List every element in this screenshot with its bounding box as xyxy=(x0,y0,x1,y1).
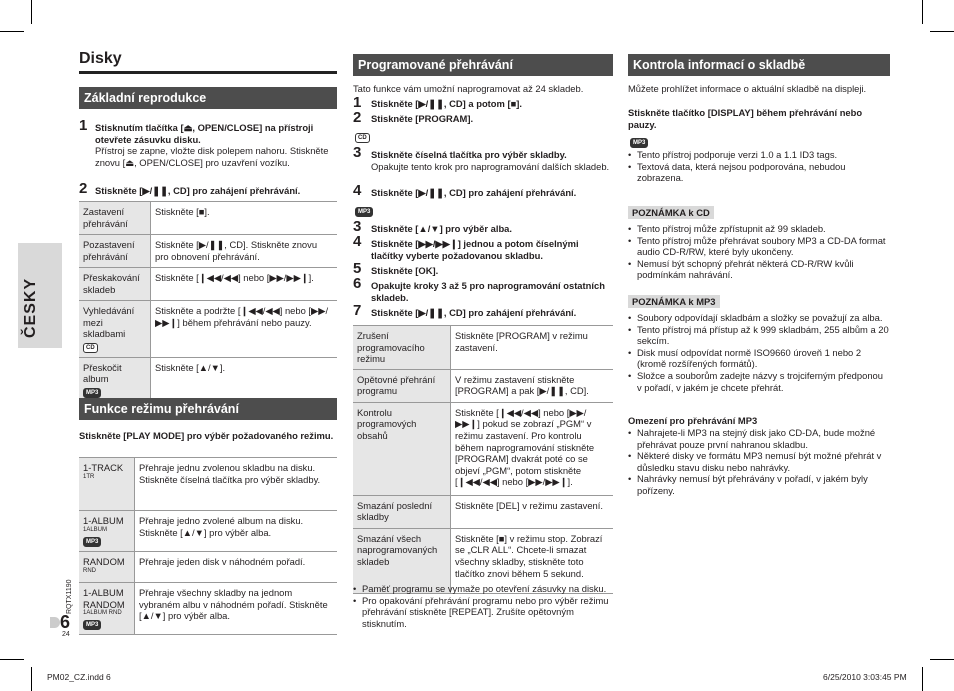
page-title: Disky xyxy=(79,50,122,67)
mp3-info-list xyxy=(628,149,890,184)
step-number: 7 xyxy=(353,302,362,319)
mode-intro: Stiskněte [PLAY MODE] pro výběr požadovaného režimu. xyxy=(79,430,334,441)
program-notes xyxy=(353,583,613,629)
program-step: Stiskněte [PROGRAM]. xyxy=(371,113,474,124)
step-number: 3 xyxy=(353,218,362,235)
section-heading-text: Základní reprodukce xyxy=(84,91,207,105)
list-item: • Disk musí odpovídat normě ISO9660 úroveň 1 nebo 2 (kromě rozšířených formátů). xyxy=(628,347,890,370)
list-item: • Tento přístroj může přehrávat soubory MP3 a CD-DA format audio CD-R/RW, které byly ukončeny. xyxy=(628,235,890,258)
row-text: Stiskněte [▲/▼]. xyxy=(151,357,338,402)
track-info-instruction: Stiskněte tlačítko [DISPLAY] během přehrávání nebo pauzy. xyxy=(628,107,863,130)
table-row xyxy=(79,458,337,511)
row-text: Stiskněte a podržte [❙◀◀/◀◀] nebo [▶▶/▶▶❙] během přehrávání nebo pauzy. xyxy=(151,301,338,358)
track-info-intro: Můžete prohlížet informace o aktuální skladbě na displeji. xyxy=(628,83,867,94)
table-row xyxy=(353,402,613,495)
list-item: • Paměť programu se vymaže po otevření zásuvky na disku. xyxy=(353,583,613,595)
row-label: Zrušení programovacího režimu xyxy=(353,326,451,370)
table-row xyxy=(79,202,337,235)
list-item: • Tento přístroj má přístup až k 999 skladbám, 255 albům a 20 sekcím. xyxy=(628,324,890,347)
row-label-text: RANDOM xyxy=(83,556,125,567)
row-label-text: 1-ALBUM RANDOM xyxy=(83,587,125,610)
row-label xyxy=(79,301,151,358)
row-label-text: 1-ALBUM xyxy=(83,515,124,526)
program-step: Stiskněte [▶/❚❚, CD] pro zahájení přehrávání. xyxy=(371,187,577,198)
row-label: Smazání všech naprogramovaných skladeb xyxy=(353,528,451,593)
row-label xyxy=(79,458,135,511)
row-label-text: Přeskočit album xyxy=(83,361,122,385)
list-item: • Tento přístroj podporuje verzi 1.0 a 1.1 ID3 tags. xyxy=(628,149,890,161)
list-item: • Textová data, která nejsou podporována, nebudou zobrazena. xyxy=(628,161,890,184)
row-text: Stiskněte [❙◀◀/◀◀] nebo [▶▶/▶▶❙] pokud se zobrazí „PGM“ v režimu zastavení. Pro kontrolu během naprogramování stiskněte [PROGRAM] dvakrát poté co se objeví „PGM“, potom stiskněte [❙◀◀/◀◀] nebo [▶▶/▶▶❙]. xyxy=(451,402,614,495)
step-number: 3 xyxy=(353,144,362,161)
note-cd-label: POZNÁMKA k CD xyxy=(628,206,714,219)
row-label: Smazání poslední skladby xyxy=(353,495,451,528)
program-step: Stiskněte [▶/❚❚, CD] pro zahájení přehrávání. xyxy=(371,307,577,318)
step-number: 1 xyxy=(353,94,362,111)
list-item: • Nemusí být schopný přehrát některá CD-R/RW kvůli podmínkám nahrávání. xyxy=(628,258,890,281)
table-row xyxy=(353,495,613,528)
section-heading-text: Funkce režimu přehrávání xyxy=(84,402,239,416)
restrict-heading: Omezení pro přehrávání MP3 xyxy=(628,415,758,426)
crop-mark xyxy=(922,0,923,24)
table-row xyxy=(79,552,337,583)
section-heading-text: Programované přehrávání xyxy=(358,58,513,72)
table-row xyxy=(353,369,613,402)
program-step: Stiskněte [▶▶/▶▶❙] jednou a potom číselnými tlačítky vyberte požadovanou skladbu. xyxy=(371,238,579,261)
footer-date: 6/25/2010 3:03:45 PM xyxy=(823,672,907,682)
table-row xyxy=(79,357,337,402)
list-item: • Pro opakování přehrávání programu nebo pro výběr režimu přehrávání stiskněte [REPEAT]. Zrušíte opětovným stisknutím. xyxy=(353,595,613,630)
section-heading-basic xyxy=(79,87,337,109)
mode-table xyxy=(79,457,337,635)
row-text: Stiskněte [▶/❚❚, CD]. Stiskněte znovu pro obnovení přehrávání. xyxy=(151,235,338,268)
step-number: 4 xyxy=(353,182,362,199)
crop-mark xyxy=(0,659,24,660)
step-text: Přístroj se zapne, vložte disk polepem nahoru. Stiskněte znovu [⏏, OPEN/CLOSE] pro uzavření vozíku. xyxy=(95,145,329,168)
program-table xyxy=(353,325,613,594)
program-intro: Tato funkce vám umožní naprogramovat až 24 skladeb. xyxy=(353,83,584,94)
list-item: • Nahrajete-li MP3 na stejný disk jako CD-DA, bude možné přehrávat pouze první nahranou skladbu. xyxy=(628,427,890,450)
row-text: Přehraje všechny skladby na jednom vybraném albu v náhodném pořadí. Stiskněte [▲/▼] pro výběr alba. xyxy=(135,583,338,635)
table-row xyxy=(79,235,337,268)
footer-file: PM02_CZ.indd 6 xyxy=(47,672,111,682)
step-number: 1 xyxy=(79,117,88,134)
doc-code: RQTX1190 xyxy=(66,579,73,614)
step-number: 2 xyxy=(353,109,362,126)
restrict-list xyxy=(628,427,890,497)
crop-mark xyxy=(31,667,32,691)
display-indicator: 1ALBUM xyxy=(83,526,108,533)
row-text: Přehraje jednu zvolenou skladbu na disku. Stiskněte číselná tlačítka pro výběr skladby. xyxy=(135,458,338,511)
row-label xyxy=(79,511,135,552)
crop-mark xyxy=(0,31,24,32)
list-item: • Složce a souborům zadejte názvy s trojciferným předponou v pořadí, v jakém je chcete přehrát. xyxy=(628,370,890,393)
row-label: Opětovné přehrání programu xyxy=(353,369,451,402)
display-indicator: RND xyxy=(83,567,96,574)
section-heading-text: Kontrola informací o skladbě xyxy=(633,58,806,72)
program-step: Stiskněte [▶/❚❚, CD] a potom [■]. xyxy=(371,98,522,109)
display-indicator: 1ALBUM RND xyxy=(83,610,122,617)
program-step: Stiskněte [▲/▼] pro výběr alba. xyxy=(371,223,512,234)
crop-mark xyxy=(930,31,954,32)
section-heading-track-info xyxy=(628,54,890,76)
title-rule xyxy=(79,71,337,74)
row-text: Stiskněte [■]. xyxy=(151,202,338,235)
note-mp3-label: POZNÁMKA k MP3 xyxy=(628,295,720,308)
list-item: • Nahrávky nemusí být přehrávány v pořadí, v jakém byly pořízeny. xyxy=(628,473,890,496)
mp3-badge: MP3 xyxy=(355,207,373,217)
table-row xyxy=(79,511,337,552)
crop-mark xyxy=(31,0,32,24)
section-heading-mode xyxy=(79,398,337,420)
page-sub-number: 24 xyxy=(62,631,70,638)
table-row xyxy=(79,583,337,635)
cd-badge: CD xyxy=(355,133,370,143)
program-step xyxy=(371,149,613,172)
row-text: V režimu zastavení stiskněte [PROGRAM] a pak [▶/❚❚, CD]. xyxy=(451,369,614,402)
list-item: • Některé disky ve formátu MP3 nemusí být možné přehrát v důsledku stavu disku nebo nahrávky. xyxy=(628,450,890,473)
row-label-text: 1-TRACK xyxy=(83,462,124,473)
step-text: Opakujte tento krok pro naprogramování dalších skladeb. xyxy=(371,160,610,172)
step-1 xyxy=(95,122,337,168)
mp3-badge: MP3 xyxy=(630,138,648,148)
section-heading-program xyxy=(353,54,613,76)
table-row xyxy=(353,326,613,370)
crop-mark xyxy=(930,659,954,660)
row-label-text: Vyhledávání mezi skladbami xyxy=(83,305,135,340)
program-step: Stiskněte [OK]. xyxy=(371,265,439,276)
row-label xyxy=(79,357,151,402)
step-number: 6 xyxy=(353,275,362,292)
row-label: Přeskakování skladeb xyxy=(79,268,151,301)
mp3-note-list xyxy=(628,312,890,393)
display-indicator: 1TR xyxy=(83,473,95,480)
row-text: Přehraje jedno zvolené album na disku. Stiskněte [▲/▼] pro výběr alba. xyxy=(135,511,338,552)
row-label xyxy=(79,583,135,635)
row-label: Zastavení přehrávání xyxy=(79,202,151,235)
step-bold: Stisknutím tlačítka [⏏, OPEN/CLOSE] na přístroji otevřete zásuvku disku. xyxy=(95,122,314,145)
mp3-badge: MP3 xyxy=(83,620,101,630)
program-step: Opakujte kroky 3 až 5 pro naprogramování ostatních skladeb. xyxy=(371,280,605,303)
list-item: • Tento přístroj může zpřístupnit až 99 skladeb. xyxy=(628,223,890,235)
row-text: Přehraje jeden disk v náhodném pořadí. xyxy=(135,552,338,583)
row-text: Stiskněte [PROGRAM] v režimu zastavení. xyxy=(451,326,614,370)
step-number: 2 xyxy=(79,180,88,197)
step-number: 4 xyxy=(353,233,362,250)
step-2: Stiskněte [▶/❚❚, CD] pro zahájení přehrávání. xyxy=(95,185,301,196)
step-bold: Stiskněte číselná tlačítka pro výběr skladby. xyxy=(371,149,567,160)
table-row xyxy=(79,301,337,358)
mp3-badge: MP3 xyxy=(83,537,101,547)
list-item: • Soubory odpovídají skladbám a složky se považují za alba. xyxy=(628,312,890,324)
row-text: Stiskněte [❙◀◀/◀◀] nebo [▶▶/▶▶❙]. xyxy=(151,268,338,301)
row-text: Stiskněte [■] v režimu stop. Zobrazí se „CLR ALL“. Chcete-li smazat všechny skladby, stiskněte toto tlačítko znovi během 5 sekund. xyxy=(451,528,614,593)
step-number: 5 xyxy=(353,260,362,277)
page-number: 6 xyxy=(60,612,71,632)
row-label: Pozastavení přehrávání xyxy=(79,235,151,268)
cd-badge: CD xyxy=(83,343,98,353)
basic-table xyxy=(79,201,337,403)
row-label: Kontrolu programových obsahů xyxy=(353,402,451,495)
row-text: Stiskněte [DEL] v režimu zastavení. xyxy=(451,495,614,528)
language-tab-label: ČESKY xyxy=(22,277,39,338)
cd-note-list xyxy=(628,223,890,281)
table-row xyxy=(79,268,337,301)
crop-mark xyxy=(922,667,923,691)
page-number-marker xyxy=(50,617,60,628)
row-label xyxy=(79,552,135,583)
mp3-badge: MP3 xyxy=(83,388,101,398)
